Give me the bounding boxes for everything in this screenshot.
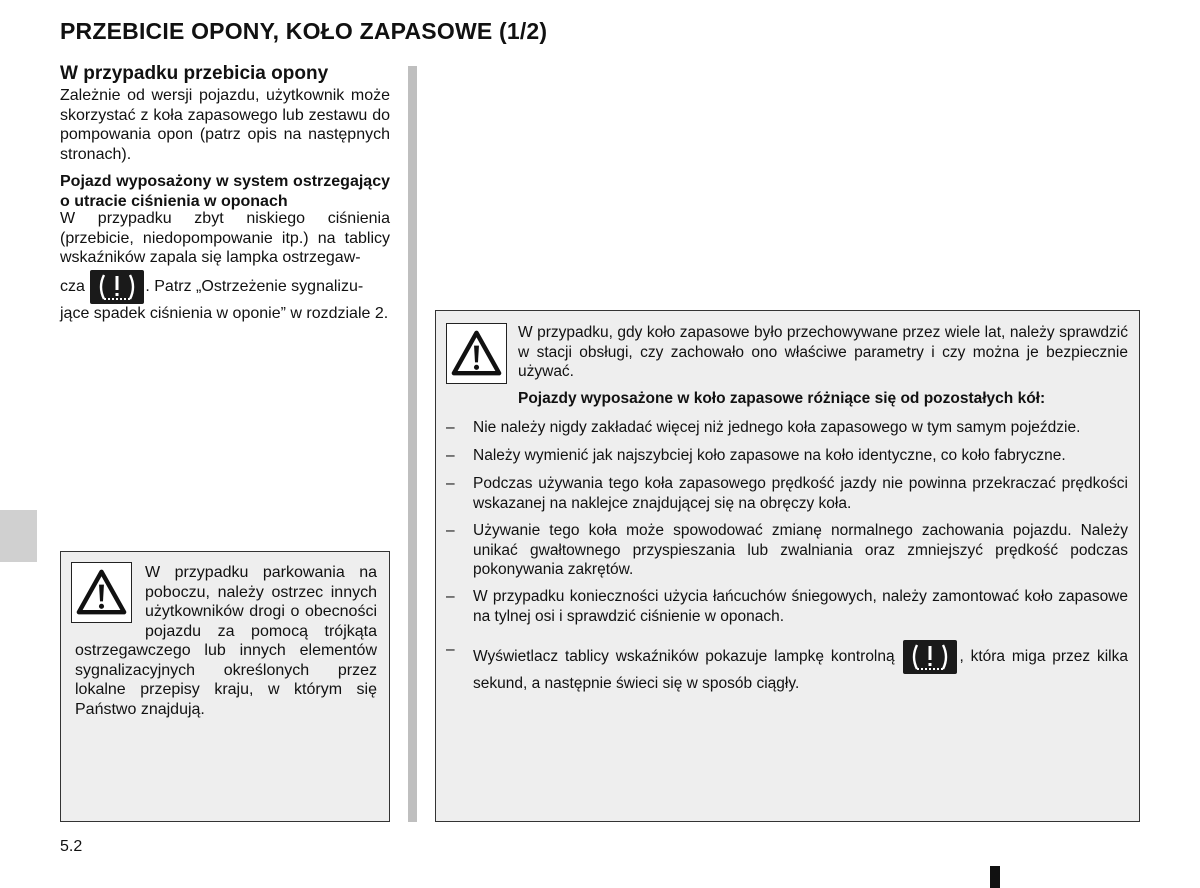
chapter-tab xyxy=(0,510,37,562)
spare-wheel-warning-box xyxy=(435,310,1140,822)
page-title: PRZEBICIE OPONY, KOŁO ZAPASOWE (1/2) xyxy=(60,18,548,44)
list-item xyxy=(446,640,1128,694)
section-heading: W przypadku przebicia opony xyxy=(60,63,329,84)
lamp-item-suffix: , która miga przez kilka sekund, a następnie świeci się w sposób ciągły. xyxy=(473,648,1128,692)
list-item-text: Podczas używania tego koła zapasowego prędkość jazdy nie powinna przekraczać prędkości wskazanej na naklejce znajdującej się na obręczy koła. xyxy=(473,475,1128,512)
list-item-text: W przypadku konieczności użycia łańcuchów śniegowych, należy zamontować koło zapasowe na tylnej osi i sprawdzić ciśnienie w oponach. xyxy=(473,588,1128,625)
lamp-suffix: . Patrz „Ostrzeżenie sygnalizu- xyxy=(145,278,364,296)
spare-wheel-intro: W przypadku, gdy koło zapasowe było przechowywane przez wiele lat, należy sprawdzić w stacji obsługi, czy zachowało ono właściwe parametry i czy można je bezpiecznie używać. xyxy=(518,324,1128,380)
tyre-pressure-warning-icon xyxy=(903,640,957,674)
list-item xyxy=(446,521,1128,580)
list-item-text: Nie należy nigdy zakładać więcej niż jednego koła zapasowego w tym samym pojeździe. xyxy=(473,419,1081,436)
list-item xyxy=(446,587,1128,626)
tyre-pressure-warning-icon xyxy=(90,270,144,304)
parking-warning-copy: W przypadku parkowania na poboczu, należy ostrzec innych użytkowników drogi o obecności pojazdu za pomocą trójkąta ostrzegawczego lub innych elementów sygnalizacyjnych określonych przez lokalne przepisy kraju, w którym się Państwo znajdują. xyxy=(75,564,377,718)
list-dash: – xyxy=(446,447,455,464)
spare-wheel-subheading: Pojazdy wyposażone w koło zapasowe różniące się od pozostałych kół: xyxy=(518,390,1046,407)
column-divider xyxy=(408,66,417,822)
tpms-lamp-rest: jące spadek ciśnienia w oponie” w rozdziale 2. xyxy=(60,305,389,322)
page-number: 5.2 xyxy=(60,838,83,855)
list-dash: – xyxy=(446,522,455,539)
list-dash: – xyxy=(446,588,455,605)
tpms-lamp-line xyxy=(60,270,390,304)
list-dash: – xyxy=(446,475,455,492)
lamp-prefix: cza xyxy=(60,278,85,296)
list-item xyxy=(446,418,1128,438)
parking-warning-box xyxy=(60,551,390,822)
lamp-item-prefix: Wyświetlacz tablicy wskaźników pokazuje lampkę kontrolną xyxy=(473,648,895,666)
list-dash: – xyxy=(446,641,455,658)
tpms-paragraph: W przypadku zbyt niskiego ciśnienia (przebicie, niedopompowanie itp.) na tablicy wskaźników zapala się lampka ostrzegaw- xyxy=(60,210,390,266)
corner-mark xyxy=(990,866,1000,888)
warning-triangle-icon xyxy=(446,323,507,384)
list-item-text: Należy wymienić jak najszybciej koło zapasowe na koło identyczne, co koło fabryczne. xyxy=(473,447,1066,464)
list-dash: – xyxy=(446,419,455,436)
list-item xyxy=(446,474,1128,513)
parking-warning-text xyxy=(75,563,377,719)
intro-paragraph: Zależnie od wersji pojazdu, użytkownik może skorzystać z koła zapasowego lub zestawu do pompowania opon (patrz opis na następnych stronach). xyxy=(60,87,390,163)
list-item-text: Używanie tego koła może spowodować zmianę normalnego zachowania pojazdu. Należy unikać gwałtownego przyspieszania lub zwalniania oraz zmniejszyć prędkość podczas pokonywania zakrętów. xyxy=(473,522,1128,578)
list-item xyxy=(446,446,1128,466)
list-item-text xyxy=(473,640,1128,694)
tpms-subheading: Pojazd wyposażony w system ostrzegający o utracie ciśnienia w oponach xyxy=(60,173,390,210)
